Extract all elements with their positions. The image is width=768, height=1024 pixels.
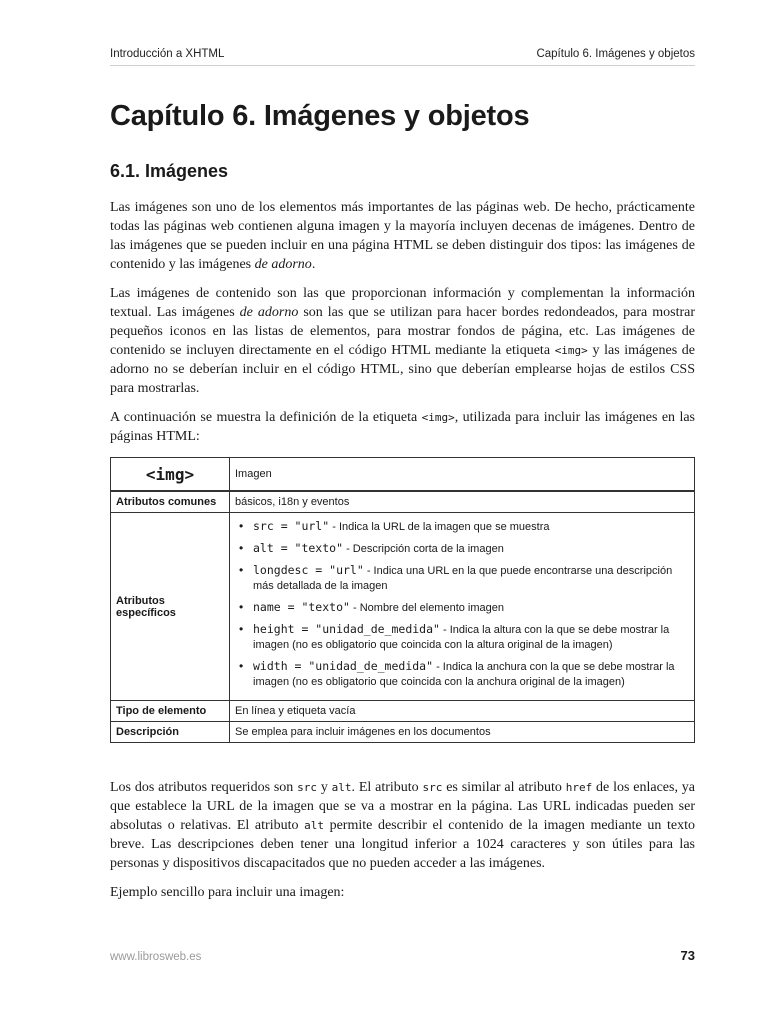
tag-description: Imagen xyxy=(230,458,695,492)
row-value: básicos, i18n y eventos xyxy=(230,491,695,513)
row-label: Tipo de elemento xyxy=(111,701,230,722)
list-item: • width = "unidad_de_medida" - Indica la anchura con la que se debe mostrar la imagen (no es obligatorio que coincida con la anchura original de la imagen) xyxy=(253,659,689,690)
inline-code: src xyxy=(297,781,317,794)
list-item: • longdesc = "url" - Indica una URL en la que puede encontrarse una descripción más detallada de la imagen xyxy=(253,563,689,594)
inline-code: alt xyxy=(331,781,352,794)
list-item: • height = "unidad_de_medida" - Indica la altura con la que se debe mostrar la imagen (no es obligatorio que coincida con la altura original de la imagen) xyxy=(253,622,689,653)
paragraph-5: Ejemplo sencillo para incluir una imagen: xyxy=(110,885,345,900)
paragraph-1: Las imágenes son uno de los elementos más importantes de las páginas web. De hecho, prácticamente todas las páginas web contienen alguna imagen y la mayoría incluyen decenas de imágenes. Dentro de las imágenes que se pueden incluir en una página HTML se deben distinguir dos tipos: las imágenes de contenido y las imágenes de adorno. xyxy=(110,200,695,272)
after-table-text xyxy=(110,778,695,912)
img-reference-table xyxy=(110,457,695,743)
list-item: • alt = "texto" - Descripción corta de la imagen xyxy=(253,541,689,557)
table-row xyxy=(111,513,695,701)
inline-code: <img> xyxy=(554,344,588,357)
footer-site-link[interactable]: www.librosweb.es xyxy=(110,951,202,963)
header-chapter-title: Capítulo 6. Imágenes y objetos xyxy=(536,48,695,60)
list-item: • src = "url" - Indica la URL de la imagen que se muestra xyxy=(253,519,689,535)
inline-code: href xyxy=(565,781,593,794)
running-header xyxy=(110,48,695,66)
table-row xyxy=(111,491,695,513)
emphasis: de adorno xyxy=(239,305,299,320)
attributes-list-cell xyxy=(230,513,695,701)
tag-name-cell: <img> xyxy=(111,458,230,492)
inline-code: src xyxy=(422,781,443,794)
table-header-row xyxy=(111,458,695,492)
header-book-title: Introducción a XHTML xyxy=(110,48,225,60)
inline-code: <img> xyxy=(421,411,455,424)
page-footer xyxy=(110,948,695,963)
emphasis: de adorno xyxy=(254,257,312,272)
paragraph-2: Las imágenes de contenido son las que proporcionan información y complementan la información textual. Las imágenes de adorno son las que se utilizan para hacer bordes redondeados, para mostrar pequeños iconos en las listas de elementos, para mostrar fondos de página, etc. Las imágenes de contenido se incluyen directamente en el código HTML mediante la etiqueta <img> y las imágenes de adorno no se deberían incluir en el código HTML, sino que deberían emplearse hojas de estilos CSS para mostrarlas. xyxy=(110,286,696,396)
list-item: • name = "texto" - Nombre del elemento imagen xyxy=(253,600,689,616)
page-number: 73 xyxy=(680,948,695,963)
table-row xyxy=(111,701,695,722)
inline-code: alt xyxy=(304,819,324,832)
attributes-list xyxy=(235,519,689,690)
row-value: En línea y etiqueta vacía xyxy=(230,701,695,722)
intro-text xyxy=(110,198,695,456)
row-value: Se emplea para incluir imágenes en los documentos xyxy=(230,722,695,743)
row-label: Descripción xyxy=(111,722,230,743)
chapter-title: Capítulo 6. Imágenes y objetos xyxy=(110,100,530,132)
row-label: Atributos comunes xyxy=(111,491,230,513)
paragraph-3: A continuación se muestra la definición de la etiqueta <img>, utilizada para incluir las imágenes en las páginas HTML: xyxy=(110,410,695,444)
row-label: Atributos específicos xyxy=(111,513,230,701)
section-title: 6.1. Imágenes xyxy=(110,161,229,181)
paragraph-4: Los dos atributos requeridos son src y alt. El atributo src es similar al atributo href de los enlaces, ya que establece la URL de la imagen que se va a mostrar en la página. Las URL indicadas pueden ser absolutas o relativas. El atributo alt permite describir el contenido de la imagen mediante un texto breve. Las descripciones deben tener una longitud inferior a 1024 caracteres y son útiles para las personas y dispositivos discapacitados que no pueden acceder a las imágenes. xyxy=(110,780,695,871)
table-row xyxy=(111,722,695,743)
